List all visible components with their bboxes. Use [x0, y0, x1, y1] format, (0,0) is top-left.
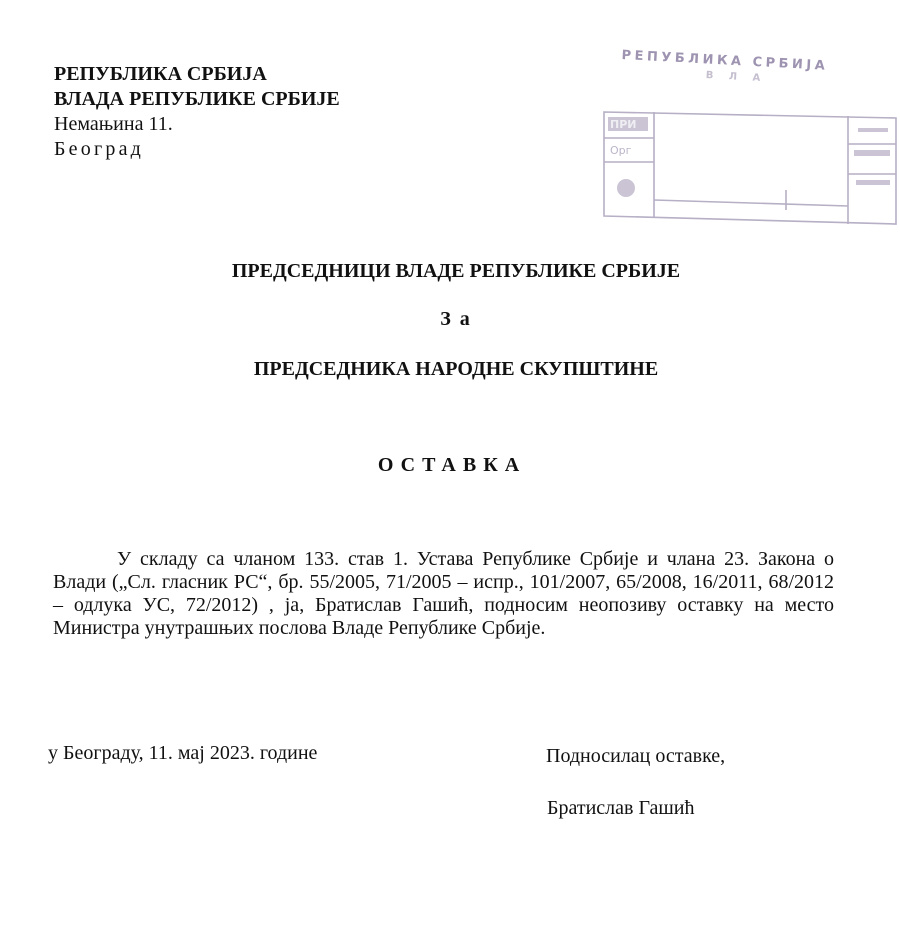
sender-country: РЕПУБЛИКА СРБИЈА [54, 63, 267, 85]
stamp-title: РЕПУБЛИКА СРБИЈА [621, 48, 829, 74]
sender-block [54, 62, 340, 162]
body-paragraph: У складу са чланом 133. став 1. Устава Републике Србије и члана 23. Закона о Влади („Сл. гласник РС“, бр. 55/2005, 71/2005 – испр., 101/2007, 65/2008, 16/2011, 68/2012 – одлука УС, 72/2012) , ја, Братислав Гашић, подносим неопозиву оставку на место Министра унутрашњих послова Владе Републике Србије. [53, 548, 834, 639]
stamp-cell-label-1: ПРИ [610, 118, 637, 131]
sender-address: Немањина 11. [54, 113, 173, 135]
sender-institution: ВЛАДА РЕПУБЛИКЕ СРБИЈЕ [54, 88, 340, 110]
document-title: ОСТАВКА [377, 454, 527, 476]
recipient-line-2: З а [440, 308, 472, 330]
recipient-line-1: ПРЕДСЕДНИЦИ ВЛАДЕ РЕПУБЛИКЕ СРБИЈЕ [231, 260, 681, 282]
signature-label: Подносилац оставке, [546, 745, 726, 767]
signature-name: Братислав Гашић [547, 797, 695, 819]
stamp-cell-label-2: Орг [610, 144, 632, 157]
stamp-subtitle: В Л А [705, 70, 767, 85]
place-and-date: у Београду, 11. мај 2023. године [48, 742, 318, 764]
recipient-line-3: ПРЕДСЕДНИКА НАРОДНЕ СКУПШТИНЕ [253, 358, 659, 380]
reception-stamp [596, 40, 900, 230]
sender-city: Београд [54, 138, 145, 160]
